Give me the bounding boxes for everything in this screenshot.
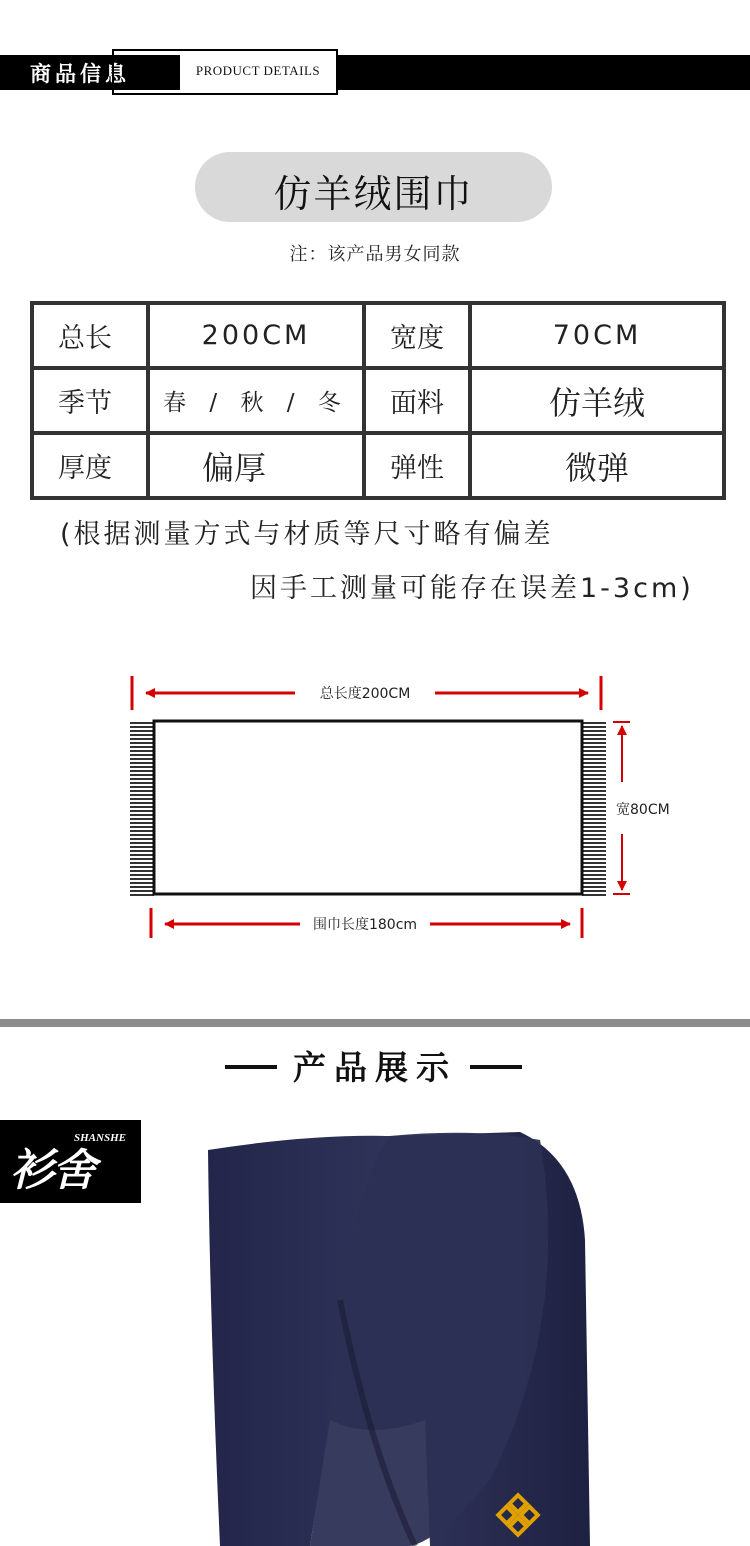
product-note: 注：该产品男女同款 (289, 244, 461, 265)
brand-logo-en: SHANSHE (74, 1132, 126, 1144)
brand-logo-cn: 衫舍 (10, 1145, 94, 1196)
spec-row (32, 368, 724, 433)
scarf-length-label: 围巾长度180cm (312, 917, 418, 933)
spec-value: 200CM (148, 303, 364, 368)
spec-value: 微弹 (470, 433, 724, 498)
header-title-cn: 商品信息 (30, 62, 130, 86)
total-length-label: 总长度200CM (319, 686, 411, 702)
brand-logo (0, 1120, 141, 1203)
total-length-dimension (132, 676, 601, 710)
width-label: 宽80CM (616, 802, 670, 818)
width-dimension (613, 722, 670, 894)
spec-value: 偏厚 (148, 433, 364, 498)
spec-row (32, 303, 724, 368)
spec-key: 总长 (32, 303, 148, 368)
measurement-remark-line1: (根据测量方式与材质等尺寸略有偏差 (60, 519, 554, 550)
spec-value: 仿羊绒 (470, 368, 724, 433)
section-title-rule-right (470, 1065, 522, 1069)
product-photo (190, 1120, 620, 1546)
spec-row (32, 433, 724, 498)
header-title-en: PRODUCT DETAILS (195, 63, 321, 78)
spec-key: 宽度 (364, 303, 470, 368)
spec-key: 季节 (32, 368, 148, 433)
showcase-title: 产品展示 (293, 1048, 457, 1087)
spec-key: 弹性 (364, 433, 470, 498)
size-diagram (120, 670, 680, 950)
scarf-length-dimension (151, 908, 582, 938)
scarf-outline (130, 720, 606, 896)
spec-key: 面料 (364, 368, 470, 433)
spec-value: 春 / 秋 / 冬 (148, 368, 364, 433)
spec-key: 厚度 (32, 433, 148, 498)
spec-table (30, 301, 726, 500)
measurement-remark-line2: 因手工测量可能存在误差1-3cm) (250, 573, 694, 604)
section-divider (0, 1019, 750, 1027)
product-name: 仿羊绒围巾 (273, 172, 474, 216)
spec-value: 70CM (470, 303, 724, 368)
